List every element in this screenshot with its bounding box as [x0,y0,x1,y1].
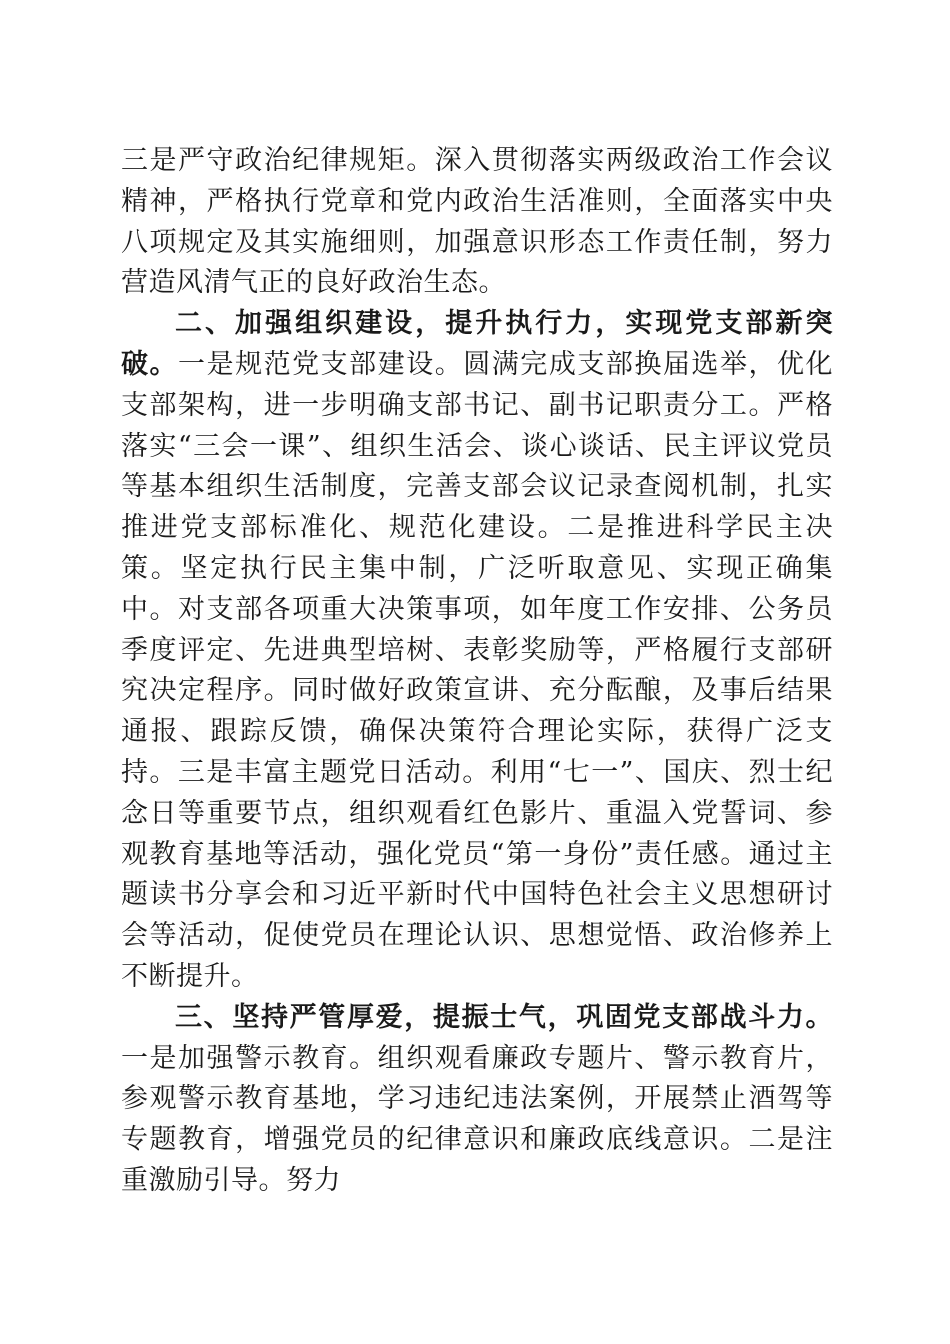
paragraph-strict-management [121,998,833,1202]
paragraph-text: 一是规范党支部建设。圆满完成支部换届选举，优化支部架构，进一步明确支部书记、副书记职责分工。严格落实“三会一课”、组织生活会、谈心谈话、民主评议党员等基本组织生活制度，完善支部会议记录查阅机制，扎实推进党支部标准化、规范化建设。二是推进科学民主决策。坚定执行民主集中制，广泛听取意见、实现正确集中。对支部各项重大决策事项，如年度工作安排、公务员季度评定、先进典型培树、表彰奖励等，严格履行支部研究决定程序。同时做好政策宣讲、充分酝酿，及事后结果通报、跟踪反馈，确保决策符合理论实际，获得广泛支持。三是丰富主题党日活动。利用“七一”、国庆、烈士纪念日等重要节点，组织观看红色影片、重温入党誓词、参观教育基地等活动，强化党员“第一身份”责任感。通过主题读书分享会和习近平新时代中国特色社会主义思想研讨会等活动，促使党员在理论认识、思想觉悟、政治修养上不断提升。 [121,348,834,992]
paragraph-text: 一是加强警示教育。组织观看廉政专题片、警示教育片，参观警示教育基地，学习违纪违法案例，开展禁止酒驾等专题教育，增强党员的纪律意识和廉政底线意识。二是注重激励引导。努力 [121,1042,833,1196]
section-heading: 二、加强组织建设，提升执行力，实现党支部新突破。 [121,308,833,380]
document-body [121,141,833,1202]
section-heading: 三、坚持严管厚爱，提振士气，巩固党支部战斗力。 [175,1001,833,1033]
paragraph-text: 三是严守政治纪律规矩。深入贯彻落实两级政治工作会议精神，严格执行党章和党内政治生活准则，全面落实中央八项规定及其实施细则，加强意识形态工作责任制，努力营造风清气正的良好政治生态。 [121,145,833,299]
paragraph-political-discipline [121,141,833,304]
paragraph-organization-building [121,304,833,998]
